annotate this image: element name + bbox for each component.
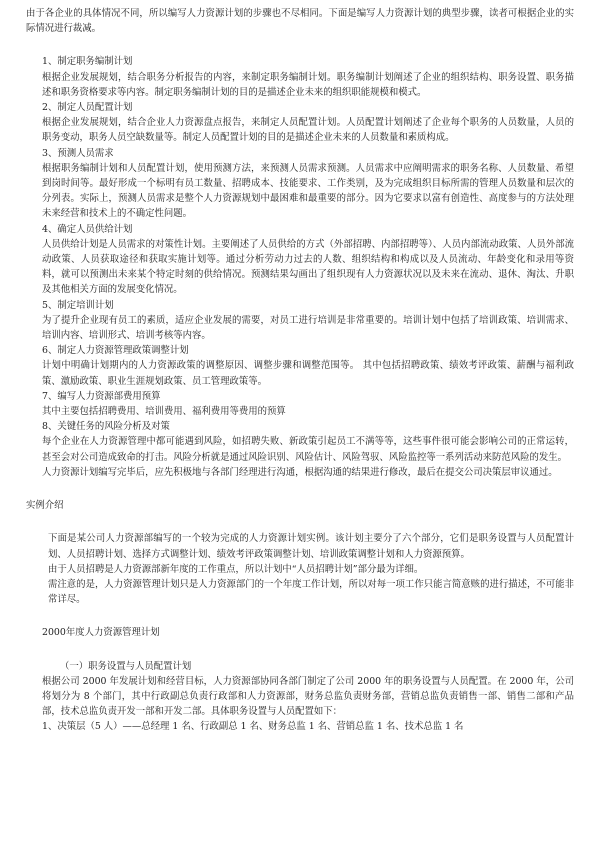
step-4-title: 4、确定人员供给计划	[42, 223, 133, 235]
step-3-body: 根据职务编制计划和人员配置计划，使用预测方法，来预测人员需求预测。人员需求中应阐明需求的职务名称、人员数量、希望到岗时间等。最好形成一个标明有员工数量、招聘成本、技能要求、工作类别，及为完成组织目标所需的管理人员数量和层次的分列表。实际上，预测人员需求是整个人力资源规划中最困难和最重要的部分。因为它要求以富有创造性、高度参与的方法处理未来经营和技术上的不确定性问题。	[42, 162, 574, 220]
example-paragraph-1: 下面是某公司人力资源部编写的一个较为完成的人力资源计划实例。该计划主要分了六个部分，它们是职务设置与人员配置计划、人员招聘计划、选择方式调整计划、绩效考评政策调整计划、培训政策调整计划和人力资源预算。	[48, 533, 574, 560]
step-8-body: 每个企业在人力资源管理中都可能遇到风险，如招聘失败、新政策引起员工不满等等，这些事件很可能会影响公司的正常运转，甚至会对公司造成致命的打击。风险分析就是通过风险识别、风险估计、风险驾驭、风险监控等一系列活动来防范风险的发生。	[42, 436, 574, 463]
section-1-body: 根据公司 2000 年发展计划和经营目标，人力资源部协同各部门制定了公司 2000 年的职务设置与人员配置。在 2000 年，公司将划分为 8 个部门，其中行政副总负责行政部和人力资源部，财务总监负责财务部，营销总监负责销售一部、销售二部和产品部，技术总监负责开发一部和开发二部。具体职务设置与人员配置如下：	[42, 675, 574, 718]
step-7-title: 7、编写人力资源部费用预算	[42, 390, 161, 402]
step-3-title: 3、预测人员需求	[42, 147, 114, 159]
intro-paragraph: 由于各企业的具体情况不同，所以编写人力资源计划的步骤也不尽相同。下面是编写人力资源计划的典型步骤，读者可根据企业的实际情况进行裁减。	[26, 8, 574, 35]
example-paragraph-3: 需注意的是，人力资源管理计划只是人力资源部门的一个年度工作计划，所以对每一项工作只能言简意赅的进行描述，不可能非常详尽。	[48, 578, 574, 606]
step-4-body: 人员供给计划是人员需求的对策性计划。主要阐述了人员供给的方式（外部招聘、内部招聘等）、人员内部流动政策、人员外部流动政策、人员获取途径和获取实施计划等。通过分析劳动力过去的人数、组织结构和构成以及人员流动、年龄变化和录用等资料，就可以预测出未来某个特定时刻的供给情况。预测结果勾画出了组织现有人力资源状况以及未来在流动、退休、淘汰、升职及其他相关方面的发展变化情况。	[42, 238, 574, 296]
step-6-title: 6、制定人力资源管理政策调整计划	[42, 345, 189, 357]
closing-paragraph: 人力资源计划编写完毕后，应先积极地与各部门经理进行沟通，根据沟通的结果进行修改，最后在提交公司决策层审议通过。	[42, 466, 558, 478]
section-1-title: （一）职务设置与人员配置计划	[60, 660, 192, 672]
step-1-title: 1、制定职务编制计划	[42, 56, 133, 68]
plan-title: 2000年度人力资源管理计划	[42, 627, 160, 639]
example-heading: 实例介绍	[26, 500, 64, 512]
step-5-title: 5、制定培训计划	[42, 299, 114, 311]
step-5-body: 为了提升企业现有员工的素质，适应企业发展的需要，对员工进行培训是非常重要的。培训计划中包括了培训政策、培训需求、培训内容、培训形式、培训考核等内容。	[42, 314, 574, 342]
step-1-body: 根据企业发展规划，结合职务分析报告的内容，来制定职务编制计划。职务编制计划阐述了企业的组织结构、职务设置、职务描述和职务资格要求等内容。制定职务编制计划的目的是描述企业未来的组织职能规模和模式。	[42, 71, 574, 98]
section-1-item-1: 1、决策层（5 人）——总经理 1 名、行政副总 1 名、财务总监 1 名、营销总监 1 名、技术总监 1 名	[42, 721, 464, 733]
step-7-body: 其中主要包括招聘费用、培训费用、福利费用等费用的预算	[42, 406, 286, 418]
example-paragraph-2: 由于人员招聘是人力资源部新年度的工作重点，所以计划中“人员招聘计划”部分最为详细。	[48, 563, 424, 575]
step-8-title: 8、关键任务的风险分析及对策	[42, 421, 170, 433]
step-2-body: 根据企业发展规划，结合企业人力资源盘点报告，来制定人员配置计划。人员配置计划阐述了企业每个职务的人员数量，人员的职务变动，职务人员空缺数量等。制定人员配置计划的目的是描述企业未来的人员数量和素质构成。	[42, 117, 574, 144]
step-2-title: 2、制定人员配置计划	[42, 102, 133, 114]
step-6-body: 计划中明确计划期内的人力资源政策的调整原因、调整步骤和调整范围等。 其中包括招聘政策、绩效考评政策、薪酬与福利政策、激励政策、职业生涯规划政策、员工管理政策等。	[42, 360, 574, 387]
